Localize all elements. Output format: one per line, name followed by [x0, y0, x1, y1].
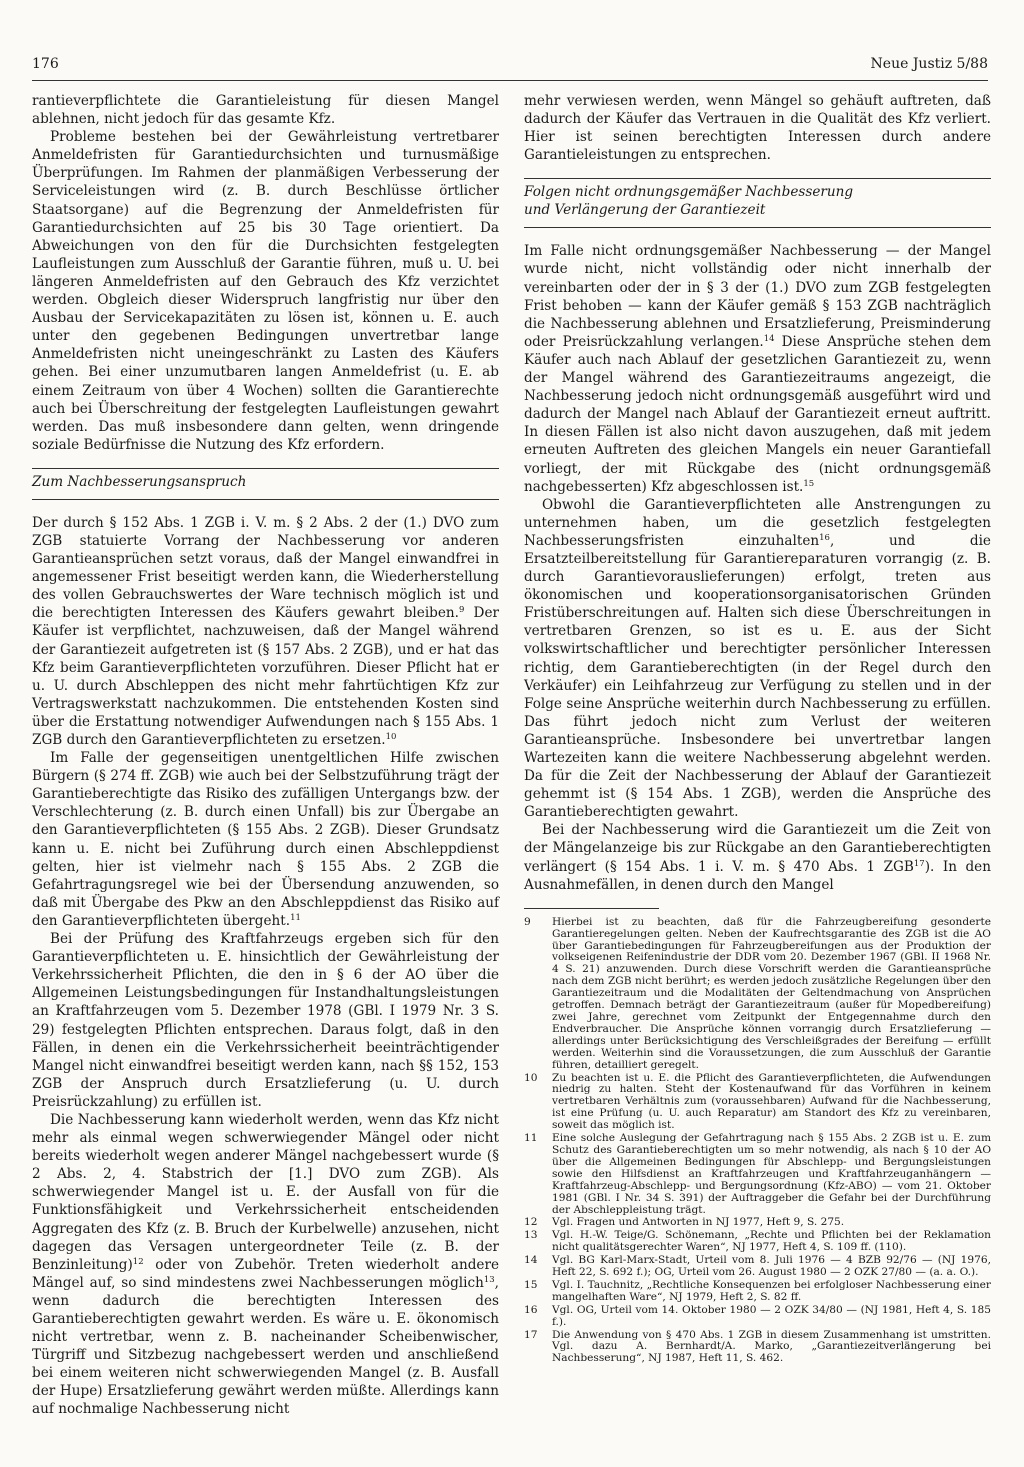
- paragraph: Im Falle der gegenseitigen unentgeltlichen Hilfe zwischen Bürgern (§ 274 ff. ZGB) wie auch bei der Selbstzuführung trägt der Garantieberechtigte das Risiko des zufälligen Untergangs bzw. der Verschlechterung (z. B. durch einen Unfall) bis zur Übergabe an den Garantieverpflichteten (§ 155 Abs. 2 ZGB). Dieser Grundsatz kann u. E. nicht bei Zuführung durch einen Abschleppdienst gelten, hier ist vielmehr nach § 155 Abs. 2 ZGB die Gefahrtragungsregel wie bei der Übersendung anzuwenden, so daß mit Übergabe des Pkw an den Abschleppdienst das Risiko auf den Garantieverpflichteten übergeht.$^{11}$: [32, 750, 499, 929]
- footnote-ref[interactable]: 17: [913, 858, 925, 869]
- footnote-number: 13: [524, 1229, 538, 1242]
- section-heading-text: Zum Nachbesserungsanspruch: [32, 473, 247, 490]
- footnote: [524, 917, 991, 1072]
- footnote: [524, 1330, 991, 1366]
- running-header: [32, 56, 988, 78]
- footnote-number: 14: [524, 1254, 538, 1267]
- footnote: [524, 1217, 991, 1229]
- footnote-ref[interactable]: 10: [385, 732, 397, 742]
- footnote-text: Die Anwendung von § 470 Abs. 1 ZGB in diesem Zusammenhang ist umstritten. Vgl. dazu A. Bernhardt/A. Marko, „Garantiezeitverlängerung bei Nachbesserung“, NJ 1987, Heft 11, S. 462.: [552, 1328, 991, 1365]
- page-number: 176: [32, 56, 59, 72]
- section-heading-line: Folgen nicht ordnungsgemäßer Nachbesserung: [524, 184, 854, 201]
- section-heading-line: und Verlängerung der Garantiezeit: [524, 202, 766, 219]
- footnote: [524, 1305, 991, 1329]
- footnote-text: Vgl. I. Tauchnitz, „Rechtliche Konsequenzen bei erfolgloser Nachbesserung einer mangelhaften Ware“, NJ 1979, Heft 2, S. 82 ff.: [552, 1278, 991, 1303]
- footnote-number: 12: [524, 1216, 538, 1229]
- footnote-number: 16: [524, 1303, 538, 1316]
- footnote-ref[interactable]: 16: [819, 532, 830, 543]
- footnote-ref[interactable]: 9: [459, 605, 465, 616]
- footnote-text: Vgl. H.-W. Teige/G. Schönemann, „Rechte und Pflichten bei der Reklamation nicht qualitätsgerechter Waren“, NJ 1977, Heft 4, S. 109 ff. (110).: [552, 1229, 991, 1254]
- footnote-number: 11: [524, 1132, 538, 1145]
- footnote-ref[interactable]: 15: [803, 478, 815, 489]
- right-column: [524, 92, 991, 1366]
- journal-issue: Neue Justiz 5/88: [870, 56, 988, 72]
- paragraph: mehr verwiesen werden, wenn Mängel so gehäuft auftreten, daß dadurch der Käufer das Vertrauen in die Qualität des Kfz verliert. Hier ist seinen berechtigten Interessen durch andere Garantieleistungen zu entsprechen.: [524, 93, 991, 164]
- footnote-number: 10: [524, 1071, 538, 1084]
- paragraph: Im Falle nicht ordnungsgemäßer Nachbesserung — der Mangel wurde nicht, nicht vollständig oder nicht innerhalb der vereinbarten oder der in § 3 der (1.) DVO zum ZGB festgelegten Frist behoben — kann der Käufer gemäß § 153 ZGB nachträglich die Nachbesserung ablehnen und Ersatzlieferung, Preisminderung oder Preisrückzahlung verlangen.$^{14}$ Diese Ansprüche stehen dem Käufer auch nach Ablauf der gesetzlichen Garantiezeit zu, wenn der Mangel während des Garantiezeitraums angezeigt, die Nachbesserung jedoch nicht ordnungsgemäß ausgeführt wird und dadurch der Mangel nach Ablauf der Garantiezeit erneut auftritt. In diesen Fällen ist also nicht davon auszugehen, daß mit jedem erneuten Auftreten des gleichen Mangels ein neuer Garantiefall vorliegt, der mit Rückgabe des (nicht ordnungsgemäß nachgebesserten) Kfz abgeschlossen ist.$^{15}$: [524, 243, 992, 495]
- footnote-ref[interactable]: 13: [483, 1274, 495, 1285]
- footnote: [524, 1255, 991, 1279]
- left-column: [32, 92, 499, 1419]
- paragraph: Probleme bestehen bei der Gewährleistung vertretbarer Anmeldefristen für Garantiedurchsichten und turnusmäßige Überprüfungen. Im Rahmen der planmäßigen Verbesserung der Serviceleistungen wird (z. B. durch Beschlüsse örtlicher Staatsorgane) auf die Begrenzung der Anmeldefristen für Garantiedurchsichten auf 25 bis 30 Tage orientiert. Da Abweichungen von den für die Durchsichten festgelegten Laufleistungen zum Ausschluß der Garantie führen, muß u. U. bei längeren Anmeldefristen auf den Gebrauch des Kfz verzichtet werden. Obgleich dieser Widerspruch langfristig nur über den Ausbau der Servicekapazitäten zu lösen ist, können u. E. auch unter den gegebenen Bedingungen unvertretbar lange Anmeldefristen nicht uneingeschränkt zu Lasten des Käufers gehen. Bei einer unzumutbaren langen Anmeldefrist (u. E. ab einem Zeitraum von über 4 Wochen) sollten die Garantierechte auch bei Überschreitung der festgelegten Laufleistungen gewahrt werden. Das muß insbesondere dann gelten, wenn dringende soziale Bedürfnisse die Nutzung des Kfz erfordern.: [32, 129, 499, 453]
- footnote-text: Vgl. Fragen und Antworten in NJ 1977, Heft 9, S. 275.: [552, 1216, 845, 1229]
- paragraph: Die Nachbesserung kann wiederholt werden, wenn das Kfz nicht mehr als einmal wegen schwerwiegender Mängel oder nicht bereits wiederholt wegen anderer Mängel nachgebessert wurde (§ 2 Abs. 2, 4. Stabstrich der [1.] DVO zum ZGB). Als schwerwiegender Mangel ist u. E. der Ausfall von für die Funktionsfähigkeit und Verkehrssicherheit entscheidenden Aggregaten des Kfz (z. B. Bruch der Kurbelwelle) anzusehen, nicht dagegen das Versagen untergeordneter Teile (z. B. der Benzinleitung)$^{12}$ oder von Zubehör. Treten wiederholt andere Mängel auf, so sind mindestens zwei Nachbesserungen möglich$^{13}$, wenn dadurch die berechtigten Interessen des Garantieberechtigten gewahrt werden. Es wäre u. E. ökonomisch nicht vertretbar, wenn z. B. nacheinander Scheibenwischer, Türgriff und Sitzbezug nachgebessert werden und anschließend bei einem weiteren nicht schwerwiegenden Mangel (z. B. Ausfall der Hupe) Ersatzlieferung gewährt werden müßte. Allerdings kann auf nochmalige Nachbesserung nicht: [32, 1111, 499, 1418]
- footnote-number: 17: [524, 1328, 538, 1341]
- footnotes: [524, 917, 991, 1366]
- paragraph: rantieverpflichtete die Garantieleistung für diesen Mangel ablehnen, nicht jedoch für das gesamte Kfz.: [32, 93, 499, 128]
- footnote-text: Vgl. OG, Urteil vom 14. Oktober 1980 — 2 OZK 34/80 — (NJ 1981, Heft 4, S. 185 f.).: [552, 1303, 991, 1328]
- footnote-text: Hierbei ist zu beachten, daß für die Fahrzeugbereifung gesonderte Garantieregelungen gelten. Neben der Kaufrechtsgarantie des ZGB ist die AO über Garantiebedingungen für Fahrzeugbereifungen aus der Produktion der volkseigenen Reifenindustrie der DDR vom 20. Dezember 1967 (GBl. II 1968 Nr. 4 S. 21) anzuwenden. Durch diese Vorschrift werden die Garantieansprüche nach dem ZGB nicht berührt; es werden jedoch zusätzliche Regelungen über den Garantiezeitraum und die Modalitäten der Geltendmachung von Ansprüchen getroffen. Demnach beträgt der Garantiezeitraum (außer für Mopedbereifung) zwei Jahre, gerechnet vom Zeitpunkt der Entgegennahme durch den Endverbraucher. Die Ansprüche können vorrangig durch Ersatzlieferung — allerdings unter Berücksichtigung des Verschleißgrades der Bereifung — erfüllt werden. Weiterhin sind die Voraussetzungen, die zum Ausschluß der Garantie führen, detailliert geregelt.: [552, 915, 991, 1071]
- footnote-separator: [524, 908, 659, 909]
- footnote: [524, 1073, 991, 1133]
- footnote: [524, 1230, 991, 1254]
- paragraph: Obwohl die Garantieverpflichteten alle Anstrengungen zu unternehmen haben, um die gesetzlich festgelegten Nachbesserungsfristen einzuhalten$^{16}$, und die Ersatzteilbereitstellung für Garantiereparaturen vorrangig (z. B. durch Garantievorauslieferungen) erfolgt, treten aus ökonomischen und kooperationsorganisatorischen Gründen Fristüberschreitungen auf. Halten sich diese Überschreitungen in vertretbaren Grenzen, so ist es u. E. aus der Sicht volkswirtschaftlicher und berechtigter persönlicher Interessen richtig, dem Garantieberechtigten (in der Regel durch den Verkäufer) ein Leihfahrzeug zur Verfügung zu stellen und in der Folge seine Ansprüche weiterhin durch Nachbesserung zu erfüllen. Das führt jedoch nicht zum Verlust der weiteren Garantieansprüche. Insbesondere bei unvertretbar langen Wartezeiten kann die weitere Nachbesserung abgelehnt werden. Da für die Zeit der Nachbesserung der Ablauf der Garantiezeit gehemmt ist (§ 154 Abs. 1 ZGB), werden die Ansprüche des Garantieberechtigten gewahrt.: [524, 496, 991, 821]
- header-rule: [32, 80, 988, 81]
- footnote-ref[interactable]: 11: [290, 912, 301, 923]
- section-heading: [32, 468, 499, 500]
- footnote-number: 15: [524, 1278, 538, 1291]
- footnote: [524, 1133, 991, 1216]
- footnote-text: Zu beachten ist u. E. die Pflicht des Garantieverpflichteten, die Aufwendungen niedrig zu halten. Steht der Kostenaufwand für das Vorführen in keinem vertretbaren Verhältnis zum (voraussehbaren) Aufwand für die Nachbesserung, ist eine Prüfung (u. U. auch Reparatur) am Standort des Kfz zu vereinbaren, soweit das möglich ist.: [552, 1071, 991, 1132]
- footnote-ref[interactable]: 12: [132, 1256, 144, 1267]
- footnote-number: 9: [524, 915, 531, 928]
- section-heading: [524, 178, 991, 228]
- footnote-ref[interactable]: 14: [763, 333, 775, 344]
- footnote-text: Vgl. BG Karl-Marx-Stadt, Urteil vom 8. Juli 1976 — 4 BZB 92/76 — (NJ 1976, Heft 22, S. 692 f.); OG, Urteil vom 26. August 1980 — 2 OZK 27/80 — (a. a. O.).: [552, 1254, 991, 1279]
- paragraph: Bei der Prüfung des Kraftfahrzeugs ergeben sich für den Garantieverpflichteten u. E. hinsichtlich der Gewährleistung der Verkehrssicherheit Pflichten, die den in § 6 der AO über die Allgemeinen Leistungsbedingungen für Instandhaltungsleistungen an Kraftfahrzeugen vom 5. Dezember 1978 (GBl. I 1979 Nr. 3 S. 29) festgelegten Pflichten entsprechen. Daraus folgt, daß in den Fällen, in denen ein die Verkehrssicherheit beeinträchtigender Mangel nicht einwandfrei beseitigt werden kann, nach §§ 152, 153 ZGB der Anspruch durch Ersatzlieferung (u. U. durch Preisrückzahlung) zu erfüllen ist.: [32, 931, 499, 1110]
- paragraph: Der durch § 152 Abs. 1 ZGB i. V. m. § 2 Abs. 2 der (1.) DVO zum ZGB statuierte Vorrang der Nachbesserung vor anderen Garantieansprüchen setzt voraus, daß der Mangel einwandfrei in angemessener Frist beseitigt werden kann, die Wiederherstellung des vollen Gebrauchswertes der Ware technisch möglich ist und die berechtigten Interessen des Käufers gewahrt bleiben.$^9$ Der Käufer ist verpflichtet, nachzuweisen, daß der Mangel während der Garantiezeit aufgetreten ist (§ 157 Abs. 2 ZGB), und er hat das Kfz beim Garantieverpflichteten vorzuführen. Dieser Pflicht hat er u. U. durch Abschleppen des nicht mehr fahrtüchtigen Kfz zur Vertragswerkstatt nachzukommen. Die entstehenden Kosten sind über die Erstattung notwendiger Aufwendungen nach § 155 Abs. 1 ZGB durch den Garantieverpflichteten zu ersetzen.$^{10}$: [32, 514, 499, 748]
- paragraph: Bei der Nachbesserung wird die Garantiezeit um die Zeit von der Mängelanzeige bis zur Rückgabe an den Garantieberechtigten verlängert (§ 154 Abs. 1 i. V. m. § 470 Abs. 1 ZGB$^{17}$). In den Ausnahmefällen, in denen durch den Mangel: [524, 822, 991, 893]
- footnote: [524, 1280, 991, 1304]
- footnote-text: Eine solche Auslegung der Gefahrtragung nach § 155 Abs. 2 ZGB ist u. E. zum Schutz des Garantieberechtigten um so mehr notwendig, als nach § 10 der AO über die Allgemeinen Bedingungen für Abschlepp- und Bergungsleistungen sowie den Hilfsdienst an Kraftfahrzeugen und Kraftfahrzeuganhängern — Kraftfahrzeug-Abschlepp- und Bergungsordnung (Kfz-ABO) — vom 21. Oktober 1981 (GBl. I Nr. 34 S. 391) der Auftraggeber die Gefahr bei der Durchführung der Abschleppleistung trägt.: [552, 1132, 991, 1216]
